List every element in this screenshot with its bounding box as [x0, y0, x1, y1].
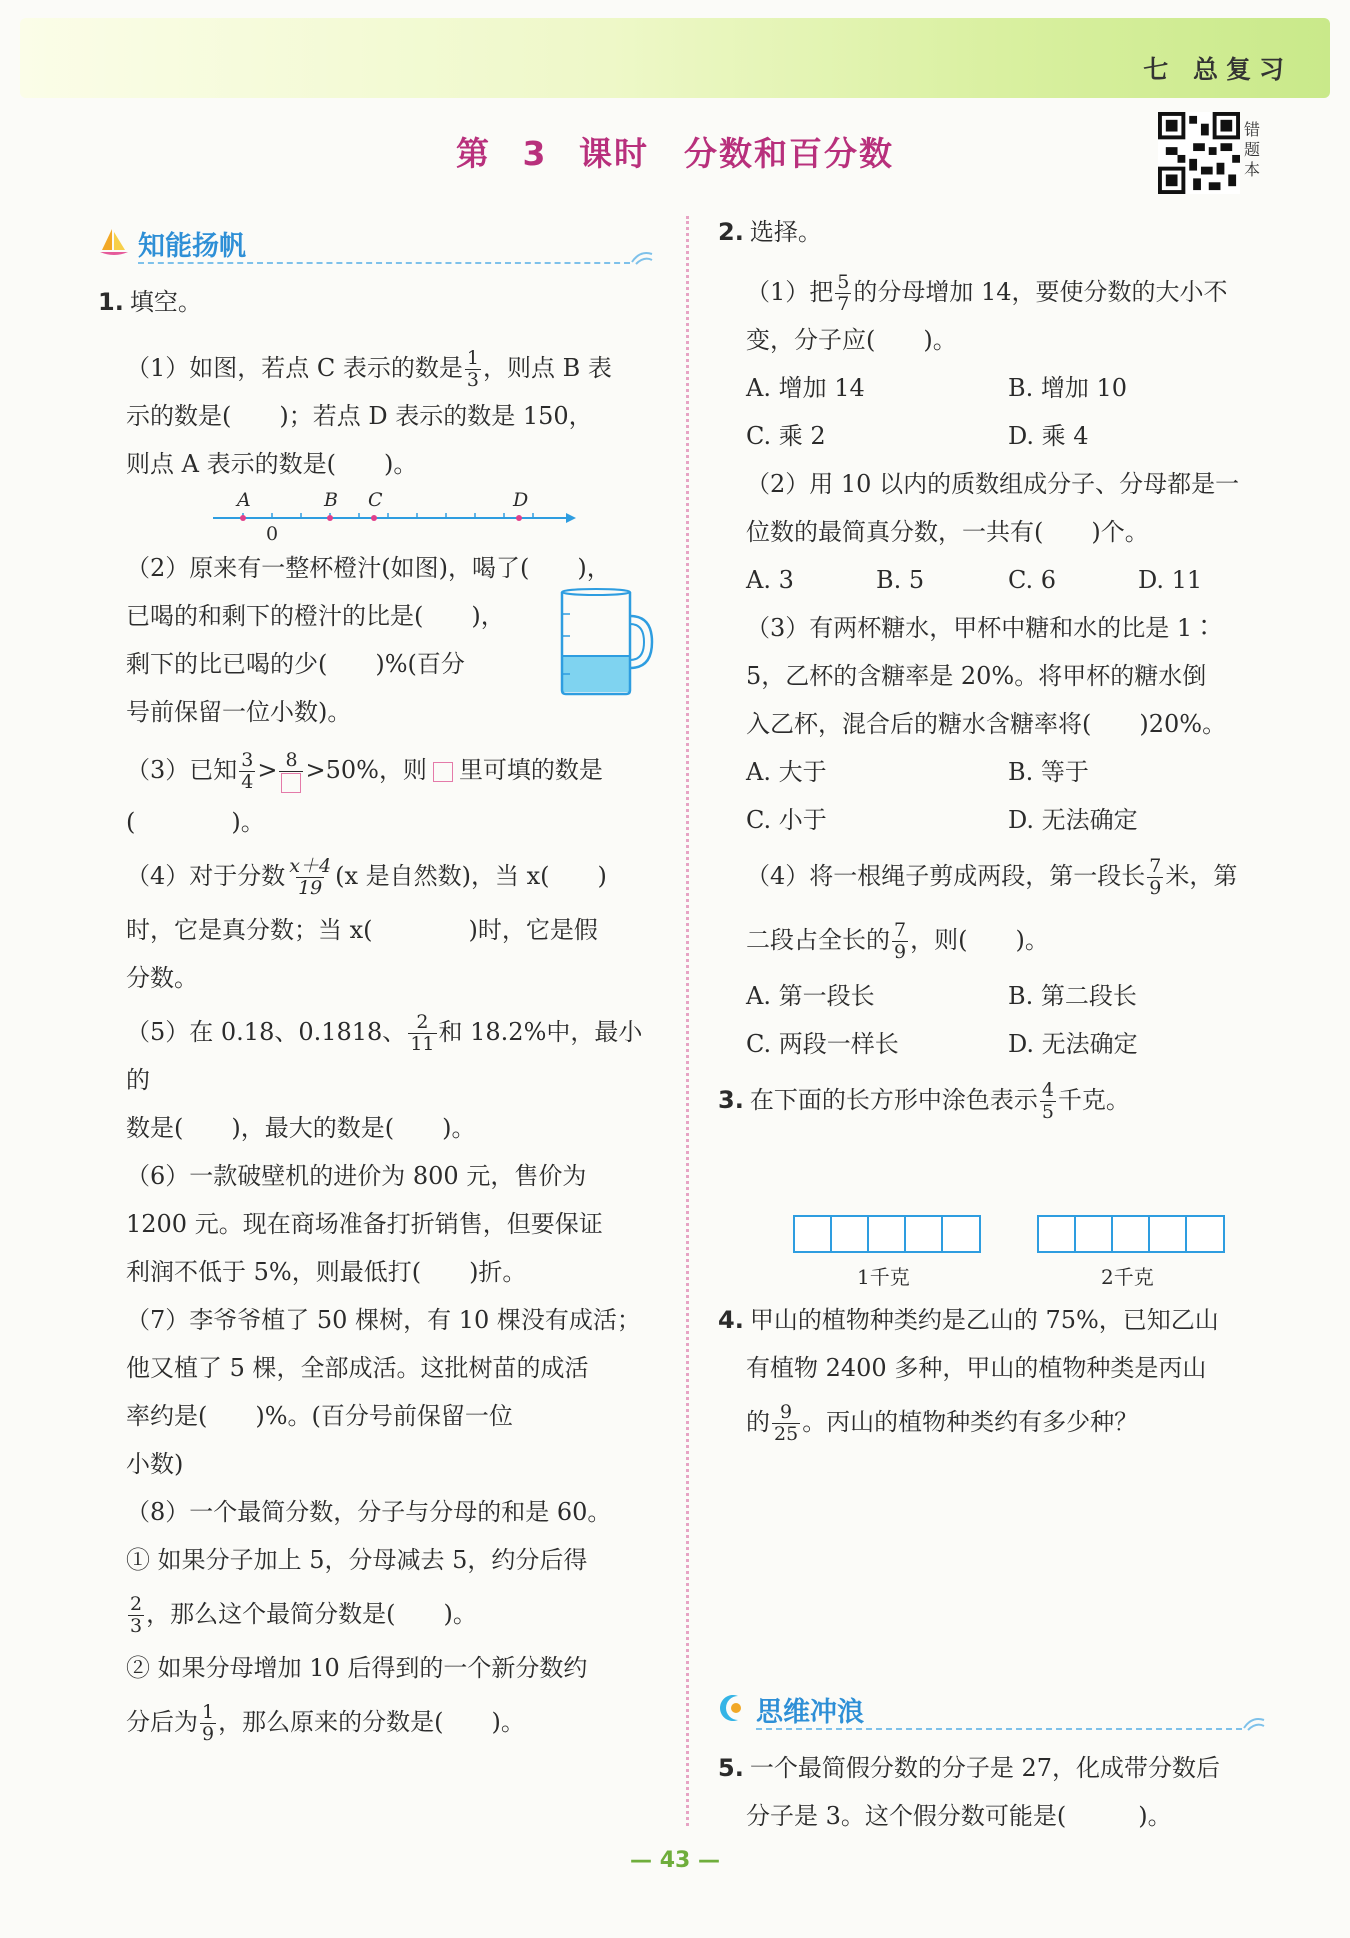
- q3-line: [718, 1076, 1278, 1124]
- q2-head: 选择。: [749, 218, 822, 246]
- q1-number: 1.: [98, 288, 124, 316]
- fraction: [279, 750, 303, 793]
- option-a[interactable]: A. 3: [746, 566, 794, 594]
- q2-3-line1: （3）有两杯糖水，甲杯中糖和水的比是 1∶: [746, 614, 1217, 642]
- text: >50%，则: [305, 756, 427, 784]
- q2-4-line2: [718, 916, 1278, 964]
- numerator: 1: [202, 1701, 215, 1723]
- text: 米，第: [1165, 862, 1238, 890]
- q1-6-line2: 1200 元。现在商场准备打折销售，但要保证: [126, 1210, 603, 1238]
- text: 在下面的长方形中涂色表示: [749, 1086, 1038, 1114]
- zero-label: 0: [266, 523, 279, 544]
- q2-1-options-row1: [718, 364, 1278, 412]
- q4-line3: [718, 1398, 1278, 1446]
- option-b[interactable]: B. 增加 10: [1008, 374, 1128, 402]
- denominator-box: [279, 771, 303, 793]
- denominator: 9: [1149, 877, 1162, 899]
- fraction: [128, 1594, 144, 1637]
- q4-line1: [718, 1296, 1278, 1344]
- q1-4-line3: 分数。: [126, 964, 198, 992]
- q5-line1: [718, 1744, 1278, 1792]
- numerator: 5: [837, 271, 850, 293]
- option-d[interactable]: D. 11: [1138, 566, 1203, 594]
- option-b[interactable]: B. 等于: [1008, 758, 1089, 786]
- q2-3-line3: 入乙杯，混合后的糖水含糖率将( )20%。: [746, 710, 1227, 738]
- q1-8-line2: ① 如果分子加上 5，分母减去 5，约分后得: [126, 1546, 588, 1574]
- q2-4-line1: [718, 852, 1278, 900]
- q2-heading: [718, 208, 1278, 256]
- fraction: [465, 348, 481, 391]
- q1-2-line4: 号前保留一位小数)。: [126, 698, 352, 726]
- q1-1-line2: 示的数是( )；若点 D 表示的数是 150，: [126, 402, 593, 430]
- q5-number: 5.: [718, 1754, 744, 1782]
- unit-header: 七 总复习: [1143, 55, 1292, 84]
- q1-6-line3: 利润不低于 5%，则最低打( )折。: [126, 1258, 527, 1286]
- section-title-2: 思维冲浪: [756, 1697, 864, 1728]
- option-d[interactable]: D. 乘 4: [1008, 422, 1089, 450]
- option-a[interactable]: A. 大于: [746, 758, 827, 786]
- point-label-a: A: [237, 489, 251, 511]
- qr-code-icon[interactable]: [1158, 112, 1240, 194]
- number-line: [98, 488, 658, 544]
- juice-cup-icon: [556, 586, 656, 696]
- text: 的: [746, 1408, 770, 1436]
- section-underline: [138, 262, 630, 264]
- q1-6-line1: （6）一款破壁机的进价为 800 元，售价为: [126, 1162, 587, 1190]
- blank-box-icon: [281, 773, 301, 793]
- q5-block: [718, 1744, 1278, 1840]
- option-d[interactable]: D. 无法确定: [1008, 806, 1138, 834]
- fraction: [1147, 856, 1163, 899]
- q2-2-line2: 位数的最简真分数，一共有( )个。: [746, 518, 1149, 546]
- q1-1-line3: 则点 A 表示的数是( )。: [126, 450, 418, 478]
- point-label-d: D: [513, 489, 529, 511]
- q3-number: 3.: [718, 1086, 744, 1114]
- q4-line2: 有植物 2400 多种，甲山的植物种类是丙山: [746, 1354, 1207, 1382]
- q1-1-line1: [98, 344, 658, 392]
- text: 甲山的植物种类约是乙山的 75%，已知乙山: [749, 1306, 1219, 1334]
- right-column: [718, 208, 1278, 1124]
- fraction: [408, 1012, 436, 1055]
- q1-7-line2: 他又植了 5 棵，全部成活。这批树苗的成活: [126, 1354, 589, 1382]
- denominator: 11: [410, 1033, 435, 1055]
- option-c[interactable]: C. 乘 2: [746, 422, 826, 450]
- text: 二段占全长的: [746, 926, 890, 954]
- q2-2-options: [718, 556, 1278, 604]
- text: 分后为: [126, 1708, 198, 1736]
- q2-1-line1: [718, 268, 1278, 316]
- q2-1-line2: 变，分子应( )。: [746, 326, 957, 354]
- section-underline: [756, 1728, 1242, 1730]
- text: 的分母增加 14，要使分数的大小不: [853, 278, 1228, 306]
- text: ，那么原来的分数是( )。: [218, 1708, 525, 1736]
- q2-4-options-row1: [718, 972, 1278, 1020]
- column-divider: [686, 216, 689, 1826]
- qr-label: 错题本: [1244, 120, 1261, 179]
- text: ，则( )。: [910, 926, 1049, 954]
- q2-4-options-row2: [718, 1020, 1278, 1068]
- fraction: [892, 920, 908, 963]
- denominator: 9: [202, 1723, 215, 1745]
- q1-4-line1: [98, 852, 658, 900]
- text: 。丙山的植物种类约有多少种？: [802, 1408, 1139, 1436]
- numerator: 7: [894, 919, 907, 941]
- left-column: [98, 278, 658, 1746]
- q4-block: [718, 1296, 1278, 1446]
- q2-1-options-row2: [718, 412, 1278, 460]
- numerator: 3: [241, 749, 254, 771]
- wave-icon: [630, 248, 654, 266]
- denominator: 3: [466, 369, 479, 391]
- wave-icon: [1242, 1714, 1266, 1732]
- denominator: 19: [298, 877, 323, 899]
- fraction: [835, 272, 851, 315]
- text: （5）在 0.18、0.1818、: [126, 1018, 407, 1046]
- text: （3）已知: [126, 756, 238, 784]
- numerator: 8: [285, 749, 298, 771]
- numerator: 1: [466, 347, 479, 369]
- numerator: 9: [780, 1401, 793, 1423]
- denominator: 25: [774, 1423, 799, 1445]
- point-label-b: B: [324, 489, 338, 511]
- q1-5-line2: 数是( )，最大的数是( )。: [126, 1114, 476, 1142]
- text: >: [257, 756, 278, 784]
- q1-7-line1: （7）李爷爷植了 50 棵树，有 10 棵没有成活；: [126, 1306, 641, 1334]
- text: 一个最简假分数的分子是 27，化成带分数后: [749, 1754, 1220, 1782]
- denominator: 4: [241, 771, 254, 793]
- text: 和 18.2%中，最小的: [126, 1018, 643, 1094]
- option-c[interactable]: C. 小于: [746, 806, 827, 834]
- section-header-2: [716, 1688, 1266, 1732]
- option-a[interactable]: A. 增加 14: [746, 374, 865, 402]
- label-2kg: 2千克: [1101, 1265, 1154, 1289]
- page-number: — 43 —: [630, 1848, 720, 1873]
- numerator: 7: [1149, 855, 1162, 877]
- q1-8-line5: [98, 1698, 658, 1746]
- q1-2-line3: 剩下的比已喝的少( )%(百分: [126, 650, 465, 678]
- q2-2-line1: （2）用 10 以内的质数组成分子、分母都是一: [746, 470, 1240, 498]
- rectangle-1kg[interactable]: [794, 1216, 980, 1252]
- q1-5-line1: [98, 1008, 658, 1104]
- option-c[interactable]: C. 两段一样长: [746, 1030, 899, 1058]
- q4-number: 4.: [718, 1306, 744, 1334]
- q1-3-line1: [98, 746, 658, 794]
- denominator: 5: [1041, 1101, 1054, 1123]
- text: （1）把: [746, 278, 834, 306]
- q1-2-line2: 已喝的和剩下的橙汁的比是( )，: [126, 602, 505, 630]
- q1-2-block: [98, 544, 658, 736]
- option-a[interactable]: A. 第一段长: [746, 982, 875, 1010]
- section-title-1: 知能扬帆: [138, 231, 246, 262]
- q2-number: 2.: [718, 218, 744, 246]
- lesson-title: 第 3 课时 分数和百分数: [456, 134, 894, 173]
- label-1kg: 1千克: [857, 1265, 910, 1289]
- rectangle-2kg[interactable]: [1038, 1216, 1224, 1252]
- q1-heading: [98, 278, 658, 326]
- q1-8-line3: [98, 1590, 658, 1638]
- q1-7-line3: 率约是( )%。(百分号前保留一位: [126, 1402, 513, 1430]
- numerator: x＋4: [289, 855, 332, 877]
- q1-8-line1: （8）一个最简分数，分子与分母的和是 60。: [126, 1498, 612, 1526]
- denominator: 7: [837, 293, 850, 315]
- text: （4）对于分数: [126, 862, 286, 890]
- numerator: 4: [1041, 1079, 1054, 1101]
- q1-7-line4: 小数): [126, 1450, 184, 1478]
- top-banner: [20, 18, 1330, 98]
- fraction: [772, 1402, 800, 1445]
- q1-head: 填空。: [129, 288, 202, 316]
- text: （4）将一根绳子剪成两段，第一段长: [746, 862, 1146, 890]
- text: （1）如图，若点 C 表示的数是: [126, 354, 463, 382]
- point-label-c: C: [368, 489, 383, 511]
- section-header-1: [98, 222, 654, 266]
- text: (x 是自然数)，当 x( ): [335, 862, 607, 890]
- option-b[interactable]: B. 第二段长: [1008, 982, 1137, 1010]
- option-c[interactable]: C. 6: [1008, 566, 1057, 594]
- text: ，则点 B 表: [482, 354, 612, 382]
- denominator: 3: [130, 1615, 143, 1637]
- text: 里可填的数是: [458, 756, 603, 784]
- fraction: [200, 1702, 216, 1745]
- sailboat-icon: [98, 226, 130, 258]
- q5-line2: 分子是 3。这个假分数可能是( )。: [746, 1802, 1172, 1830]
- q1-4-line2: 时，它是真分数；当 x( )时，它是假: [126, 916, 598, 944]
- numerator: 2: [416, 1011, 429, 1033]
- q1-2-line1: （2）原来有一整杯橙汁(如图)，喝了( )，: [126, 554, 611, 582]
- fraction: [239, 750, 255, 793]
- q1-8-line4: ② 如果分母增加 10 后得到的一个新分数约: [126, 1654, 588, 1682]
- q2-3-options-row2: [718, 796, 1278, 844]
- option-b[interactable]: B. 5: [876, 566, 925, 594]
- q3-rectangles: [790, 1212, 1230, 1292]
- fraction: [1040, 1080, 1056, 1123]
- denominator: 9: [894, 941, 907, 963]
- q2-3-line2: 5，乙杯的含糖率是 20%。将甲杯的糖水倒: [746, 662, 1207, 690]
- fraction: [287, 856, 333, 899]
- text: 千克。: [1057, 1086, 1130, 1114]
- q2-3-options-row1: [718, 748, 1278, 796]
- blank-box-icon: [433, 762, 453, 782]
- numerator: 2: [130, 1593, 143, 1615]
- q1-3-line2: ( )。: [126, 808, 265, 836]
- option-d[interactable]: D. 无法确定: [1008, 1030, 1138, 1058]
- moon-icon: [716, 1692, 748, 1724]
- text: ，那么这个最简分数是( )。: [146, 1600, 477, 1628]
